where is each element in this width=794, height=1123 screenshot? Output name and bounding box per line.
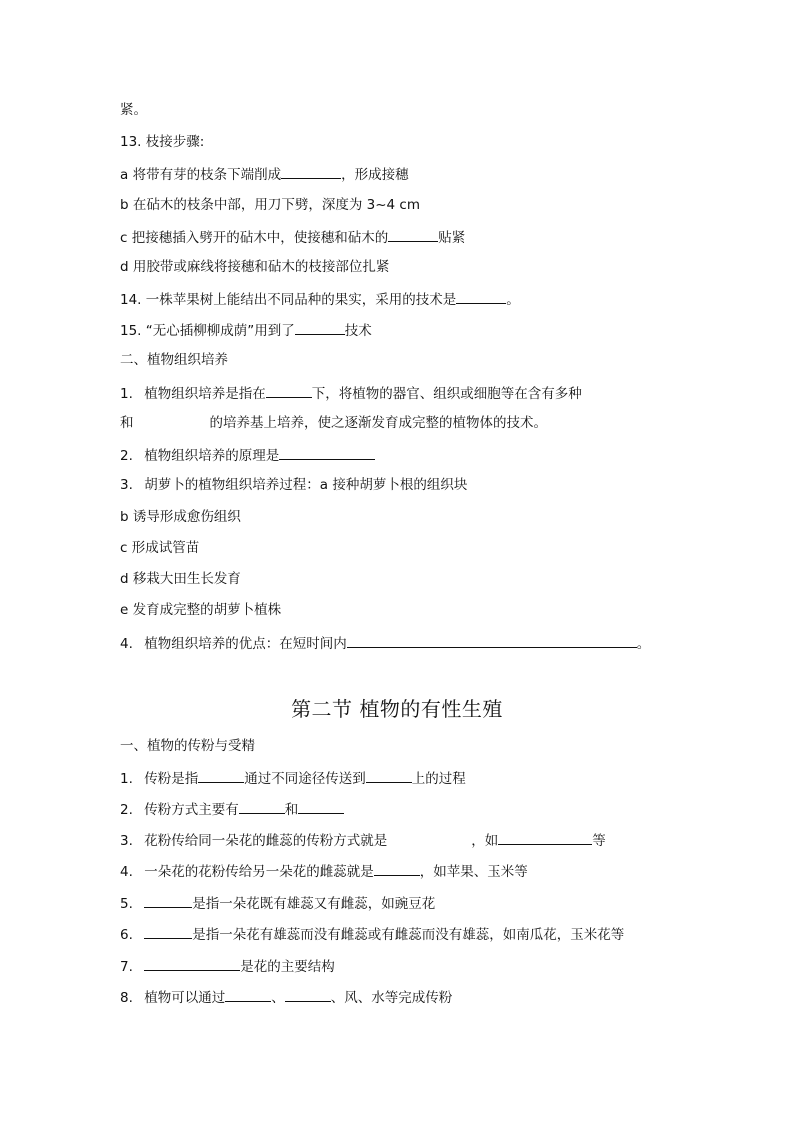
pollination-question-7 — [120, 955, 335, 977]
text: c 形成试管苗 — [120, 540, 200, 556]
answer-blank[interactable] — [144, 955, 240, 971]
text: 和 — [120, 415, 134, 431]
question-number: 1. — [120, 771, 133, 787]
question-number: 2. — [120, 448, 133, 464]
pollination-question-4 — [120, 860, 528, 882]
text: 是指一朵花有雄蕊而没有雌蕊或有雌蕊而没有雄蕊，如南瓜花，玉米花等 — [192, 927, 625, 943]
answer-blank[interactable] — [456, 288, 506, 304]
text: ，形成接穗 — [341, 167, 409, 183]
text: 紧。 — [120, 102, 147, 118]
text: 和 — [284, 802, 299, 818]
text: 的培养基上培养，使之逐渐发育成完整的植物体的技术。 — [209, 415, 547, 431]
question-13-heading — [120, 132, 204, 152]
question-number: 7. — [120, 959, 133, 975]
tissue-question-4 — [120, 632, 650, 654]
answer-blank[interactable] — [498, 829, 592, 845]
question-number: 4. — [120, 636, 133, 652]
text: 贴紧 — [438, 230, 466, 246]
text: 。 — [506, 292, 520, 308]
answer-blank[interactable] — [366, 767, 412, 783]
text: ，如 — [471, 833, 499, 849]
step-c — [120, 226, 465, 248]
answer-blank[interactable] — [144, 892, 192, 908]
text: 等 — [592, 833, 606, 849]
question-number: 3. — [120, 833, 133, 849]
answer-blank[interactable] — [144, 923, 192, 939]
question-number: 1. — [120, 386, 133, 402]
continued-text — [120, 100, 147, 120]
pollination-question-2 — [120, 798, 344, 820]
tissue-question-2 — [120, 444, 375, 466]
answer-blank[interactable] — [374, 860, 420, 876]
answer-blank[interactable] — [285, 986, 331, 1002]
question-number: 4. — [120, 864, 133, 880]
answer-blank[interactable] — [225, 986, 271, 1002]
text: 传粉方式主要有 — [144, 802, 239, 818]
text: 是花的主要结构 — [240, 959, 335, 975]
text: d 移栽大田生长发育 — [120, 571, 241, 587]
pollination-question-1 — [120, 767, 466, 789]
text: 、风、水等完成传粉 — [330, 990, 453, 1006]
process-step-e — [120, 600, 281, 620]
text: 上的过程 — [411, 771, 466, 787]
text: 、 — [271, 990, 285, 1006]
question-number: 2. — [120, 802, 133, 818]
answer-blank[interactable] — [388, 226, 438, 242]
answer-blank[interactable] — [295, 319, 345, 335]
text: 是指一朵花既有雄蕊又有雌蕊，如豌豆花 — [192, 896, 436, 912]
text: 14. 一株苹果树上能结出不同品种的果实，采用的技术是 — [120, 292, 457, 308]
text: 花粉传给同一朵花的雌蕊的传粉方式就是 — [144, 833, 388, 849]
step-d — [120, 257, 389, 277]
question-15 — [120, 319, 372, 341]
tissue-question-1 — [120, 382, 582, 404]
text: 。 — [636, 636, 651, 652]
answer-blank[interactable] — [266, 382, 312, 398]
step-a — [120, 163, 409, 185]
text: b 诱导形成愈伤组织 — [120, 509, 241, 525]
text: 13. 枝接步骤: — [120, 134, 205, 150]
text: a 将带有芽的枝条下端削成 — [120, 167, 282, 183]
text: 植物可以通过 — [144, 990, 226, 1006]
text: d 用胶带或麻线将接穗和砧木的枝接部位扎紧 — [120, 259, 390, 275]
answer-blank[interactable] — [198, 767, 244, 783]
question-14 — [120, 288, 520, 310]
step-b — [120, 195, 420, 215]
text: 胡萝卜的植物组织培养过程：a 接种胡萝卜根的组织块 — [144, 477, 468, 493]
pollination-question-5 — [120, 892, 435, 914]
process-step-c — [120, 538, 199, 558]
tissue-question-3 — [120, 475, 467, 495]
process-step-d — [120, 569, 241, 589]
text: 下，将植物的器官、组织或细胞等在含有多种 — [311, 386, 582, 402]
answer-blank[interactable] — [347, 632, 637, 648]
text: b 在砧木的枝条中部，用刀下劈，深度为 3~4 cm — [120, 197, 421, 213]
text: 通过不同途径传送到 — [244, 771, 366, 787]
question-number: 6. — [120, 927, 133, 943]
text: 植物组织培养是指在 — [144, 386, 266, 402]
text: 二、植物组织培养 — [120, 352, 228, 368]
text: e 发育成完整的胡萝卜植株 — [120, 602, 282, 618]
text: 一朵花的花粉传给另一朵花的雌蕊就是 — [144, 864, 374, 880]
text: 技术 — [344, 323, 372, 339]
tissue-question-1-cont — [120, 413, 547, 433]
subsection-heading — [120, 736, 255, 756]
pollination-question-3 — [120, 829, 606, 851]
text: ，如苹果、玉米等 — [419, 864, 528, 880]
pollination-question-6 — [120, 923, 624, 945]
text: 一、植物的传粉与受精 — [120, 738, 255, 754]
pollination-question-8 — [120, 986, 452, 1008]
question-number: 5. — [120, 896, 133, 912]
process-step-b — [120, 507, 241, 527]
answer-blank[interactable] — [239, 798, 285, 814]
question-number: 3. — [120, 477, 133, 493]
text: 植物组织培养的原理是 — [144, 448, 280, 464]
subsection-heading — [120, 350, 228, 370]
answer-blank[interactable] — [279, 444, 375, 460]
text: 植物组织培养的优点：在短时间内 — [144, 636, 347, 652]
question-number: 8. — [120, 990, 133, 1006]
section-title: 第二节 植物的有性生殖 — [291, 697, 503, 721]
answer-blank[interactable] — [298, 798, 344, 814]
text: c 把接穗插入劈开的砧木中，使接穗和砧木的 — [120, 230, 389, 246]
answer-blank[interactable] — [281, 163, 341, 179]
text: 15. “无心插柳柳成荫”用到了 — [120, 323, 295, 339]
text: 传粉是指 — [144, 771, 199, 787]
